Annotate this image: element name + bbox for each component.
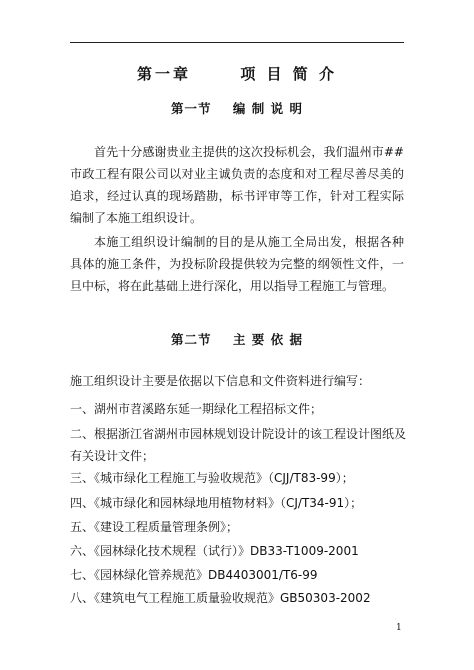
section-title-1: 第一节 编 制 说 明	[171, 101, 303, 116]
page-number: 1	[396, 623, 402, 633]
basis-item-6: 六、《园林绿化技术规程（试行）》DB33-T1009-2001	[70, 544, 359, 558]
chapter-title: 第一章 项 目 简 介	[136, 65, 337, 83]
basis-item-4: 四、《城市绿化和园林绿地用植物材料》（CJ/T34-91）；	[70, 496, 363, 510]
basis-item-8: 八、《建筑电气工程施工质量验收规范》GB50303-2002	[70, 591, 371, 605]
paragraph-2: 本施工组织设计编制的目的是从施工全局出发，根据各种具体的施工条件，为投标阶段提供较为完整的纲领性文件，一旦中标，将在此基础上进行深化，用以指导工程施工与管理。	[70, 235, 404, 293]
basis-item-2: 二、根据浙江省湖州市园林规划设计院设计的该工程设计图纸及有关设计文件；	[70, 427, 407, 463]
basis-item-1: 一、湖州市苕溪路东延一期绿化工程招标文件；	[70, 402, 323, 416]
basis-item-3: 三、《城市绿化工程施工与验收规范》（CJJ/T83-99）；	[70, 471, 354, 485]
basis-intro: 施工组织设计主要是依据以下信息和文件资料进行编写：	[70, 374, 371, 388]
basis-item-7: 七、《园林绿化管养规范》DB4403001/T6-99	[70, 568, 318, 582]
paragraph-1: 首先十分感谢贵业主提供的这次投标机会，我们温州市##市政工程有限公司以对业主诚负责的态度和对工程尽善尽美的追求，经过认真的现场踏勘，标书评审等工作，针对工程实际编制了本施工组织设计。	[70, 145, 404, 225]
section-title-2: 第二节 主 要 依 据	[171, 332, 303, 347]
header-rule	[70, 42, 404, 43]
basis-item-5: 五、《建设工程质量管理条例》；	[70, 520, 239, 534]
